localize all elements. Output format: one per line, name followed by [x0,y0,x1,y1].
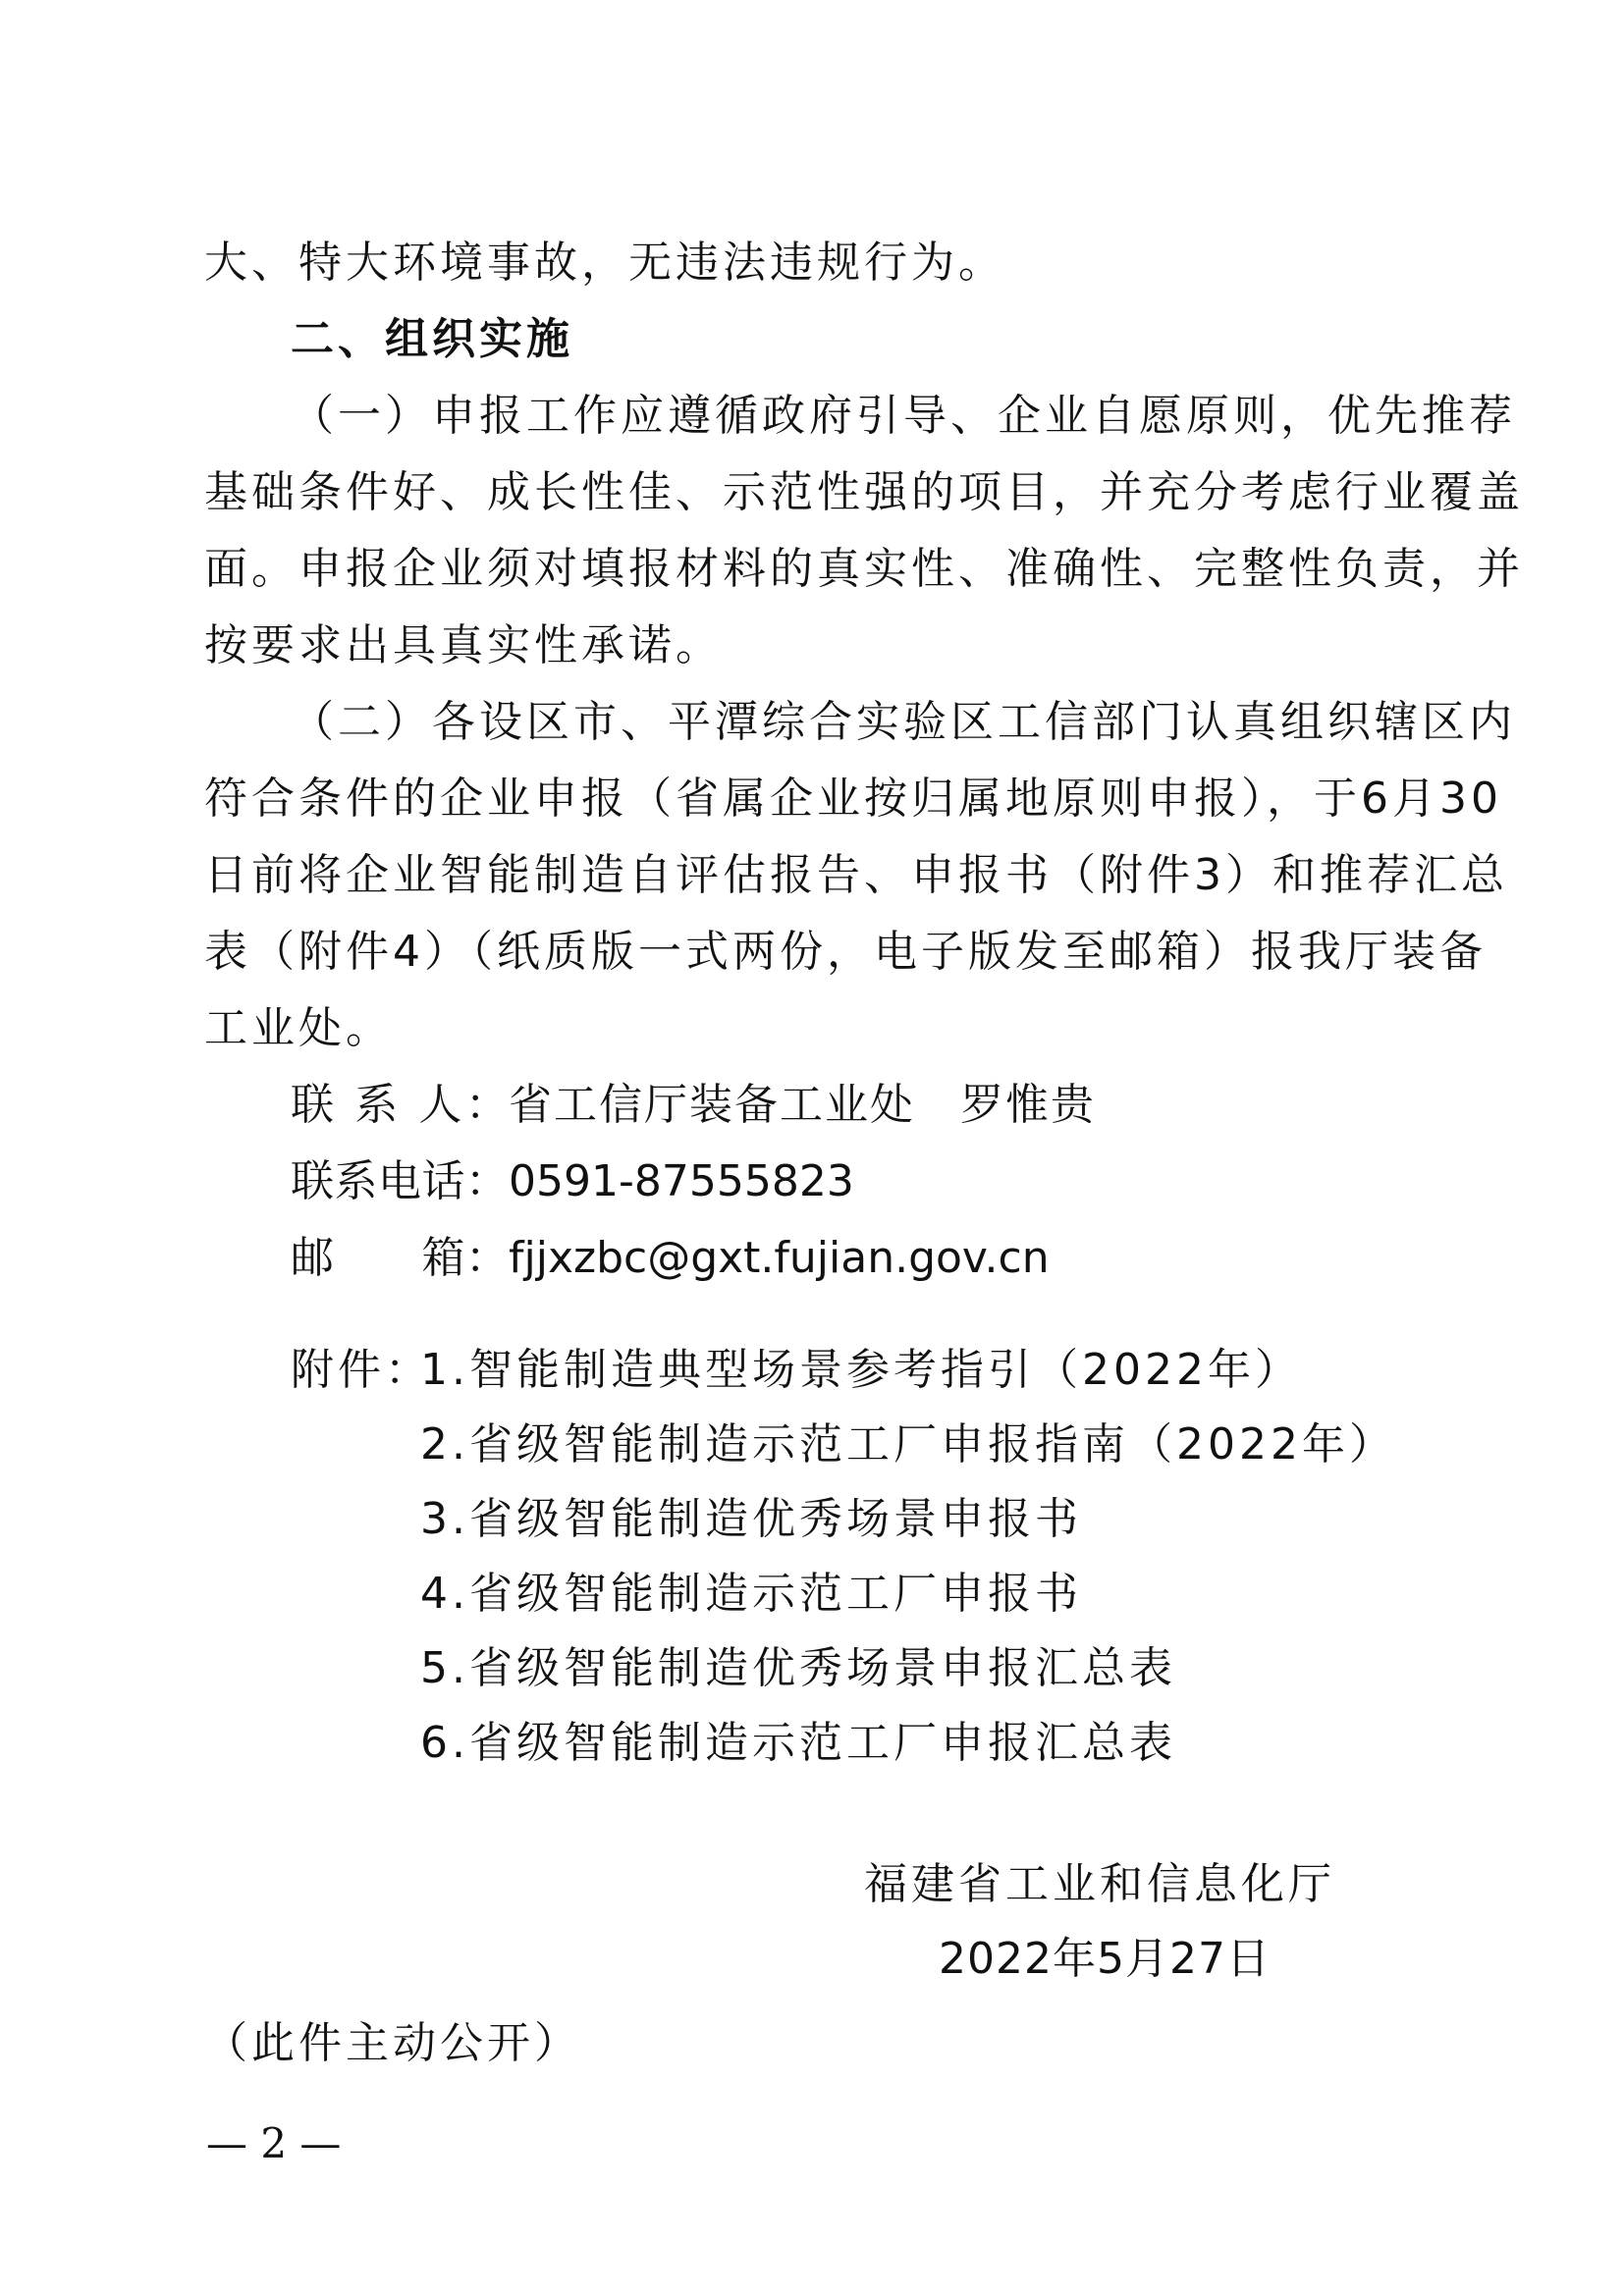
issue-date: 2022年5月27日 [939,1934,1271,1984]
disclosure-note: （此件主动公开） [204,2018,581,2068]
attachment-item: 2.省级智能制造示范工厂申报指南（2022年） [420,1419,1396,1469]
contact-label: 邮 箱： [291,1233,509,1283]
body-line-7: （二）各设区市、平潭综合实验区工信部门认真组织辖区内 [291,697,1516,747]
section-heading: 二、组织实施 [291,314,573,364]
contact-row-phone [291,1152,1441,1211]
body-line-8: 符合条件的企业申报（省属企业按归属地原则申报），于6月30 [204,774,1502,824]
body-line-10: 表（附件4）（纸质版一式两份，电子版发至邮箱）报我厅装备 [204,927,1487,977]
contact-label: 联系电话： [291,1156,509,1206]
body-line-1: 大、特大环境事故，无违法违规行为。 [204,238,1005,288]
body-line-4: 基础条件好、成长性佳、示范性强的项目，并充分考虑行业覆盖 [204,467,1524,517]
contact-value: 0591-87555823 [509,1156,854,1206]
body-line-5: 面。申报企业须对填报材料的真实性、准确性、完整性负责，并 [204,544,1524,594]
contact-row-person [291,1076,1441,1135]
attachments-prefix: 附件： [291,1345,432,1395]
body-line-9: 日前将企业智能制造自评估报告、申报书（附件3）和推荐汇总 [204,850,1508,900]
attachment-item: 1.智能制造典型场景参考指引（2022年） [420,1345,1302,1395]
email-link[interactable]: fjjxzbc@gxt.fujian.gov.cn [509,1233,1050,1283]
body-line-11: 工业处。 [204,1003,393,1053]
attachment-item: 4.省级智能制造示范工厂申报书 [420,1569,1082,1619]
issuing-organization: 福建省工业和信息化厅 [864,1859,1335,1909]
attachment-item: 5.省级智能制造优秀场景申报汇总表 [420,1643,1176,1693]
attachment-item: 6.省级智能制造示范工厂申报汇总表 [420,1718,1176,1768]
body-line-3: （一）申报工作应遵循政府引导、企业自愿原则，优先推荐 [291,391,1516,441]
contact-value: 省工信厅装备工业处 罗惟贵 [509,1080,1096,1130]
contact-row-email [291,1229,1441,1288]
attachment-item: 3.省级智能制造优秀场景申报书 [420,1494,1082,1544]
contact-label: 联 系 人： [291,1080,509,1130]
body-line-6: 按要求出具真实性承诺。 [204,620,723,670]
page-number: — 2 — [206,2119,342,2167]
